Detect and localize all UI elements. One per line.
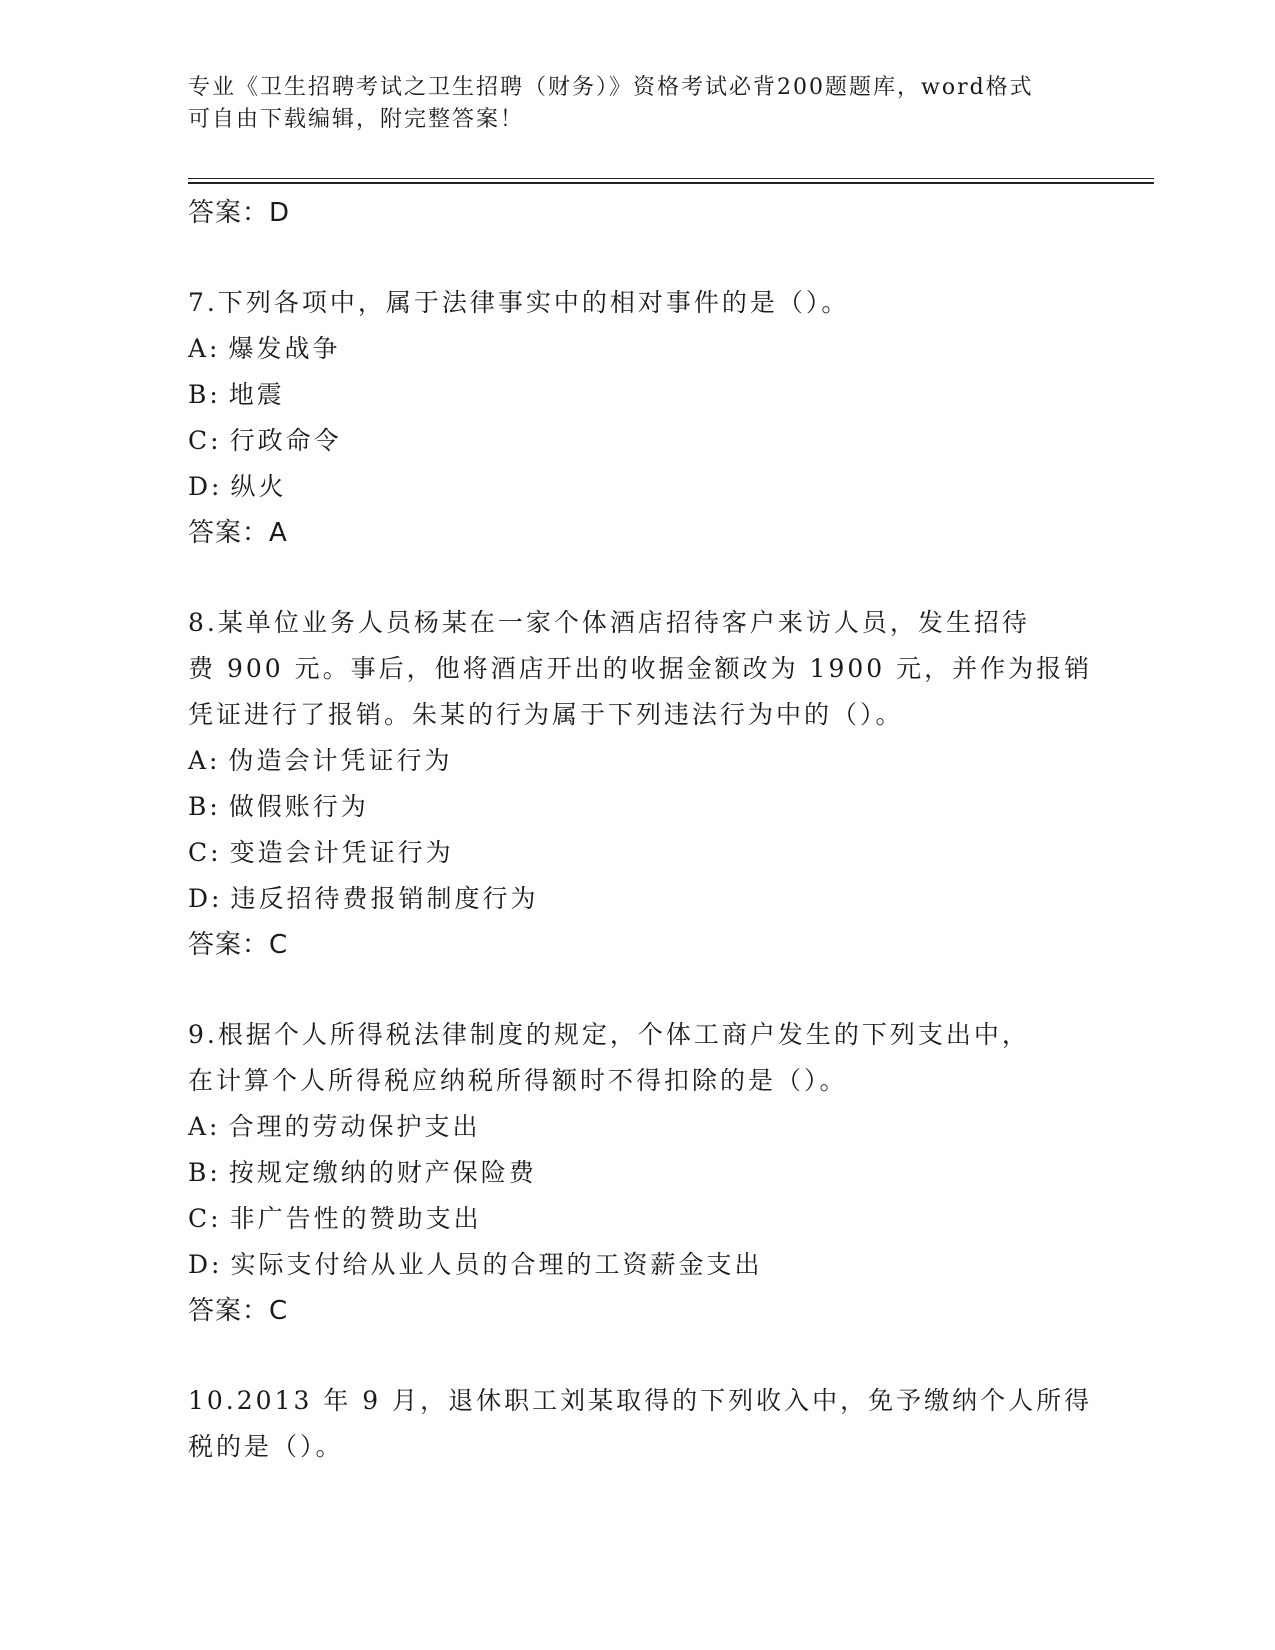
- question-stem-line: 9.根据个人所得税法律制度的规定，个体工商户发生的下列支出中，: [188, 1020, 1030, 1049]
- option-b: [188, 1150, 1088, 1196]
- option-letter: C:: [188, 838, 222, 867]
- option-letter: B:: [188, 1158, 221, 1187]
- option-letter: D:: [188, 472, 223, 501]
- question-stem-line: 费 900 元。事后，他将酒店开出的收据金额改为 1900 元，并作为报销: [188, 654, 1093, 683]
- question-stem-line: 凭证进行了报销。朱某的行为属于下列违法行为中的（）。: [188, 700, 904, 729]
- answer-line: 答案：C: [188, 930, 289, 960]
- option-text: 按规定缴纳的财产保险费: [228, 1158, 537, 1187]
- option-c: [188, 1196, 1088, 1242]
- option-letter: D:: [188, 884, 223, 913]
- page-header: [188, 72, 1088, 136]
- option-text: 爆发战争: [228, 334, 341, 363]
- option-d: [188, 876, 1088, 922]
- option-text: 做假账行为: [228, 792, 369, 821]
- question-8: [188, 600, 1093, 968]
- previous-answer: 答案：D: [188, 198, 291, 228]
- question-7: [188, 280, 1088, 556]
- option-text: 行政命令: [229, 426, 342, 455]
- option-letter: A:: [188, 746, 221, 775]
- question-stem-line: 8.某单位业务人员杨某在一家个体酒店招待客户来访人员，发生招待: [188, 608, 1030, 637]
- option-b: [188, 784, 1088, 830]
- spacer: [188, 236, 1088, 280]
- option-letter: A:: [188, 1112, 221, 1141]
- option-letter: C:: [188, 1204, 222, 1233]
- spacer: [188, 968, 1088, 1012]
- header-divider-thick: [188, 182, 1154, 184]
- spacer: [188, 1334, 1088, 1378]
- header-line-2: 可自由下载编辑，附完整答案！: [188, 107, 525, 132]
- option-letter: D:: [188, 1250, 223, 1279]
- header-line-1: 专业《卫生招聘考试之卫生招聘（财务）》资格考试必背200题题库，word格式: [188, 75, 1034, 100]
- option-c: [188, 418, 1088, 464]
- question-stem-line: 税的是（）。: [188, 1432, 344, 1461]
- option-text: 违反招待费报销制度行为: [230, 884, 539, 913]
- option-a: [188, 1104, 1088, 1150]
- option-d: [188, 464, 1088, 510]
- header-divider-thin: [188, 178, 1154, 179]
- option-text: 变造会计凭证行为: [229, 838, 454, 867]
- question-9: [188, 1012, 1088, 1334]
- option-b: [188, 372, 1088, 418]
- answer-line: 答案：C: [188, 1296, 289, 1326]
- option-letter: B:: [188, 380, 221, 409]
- option-letter: B:: [188, 792, 221, 821]
- answer-line: 答案：A: [188, 518, 288, 548]
- spacer: [188, 556, 1088, 600]
- option-d: [188, 1242, 1088, 1288]
- question-stem-line: 在计算个人所得税应纳税所得额时不得扣除的是（）。: [188, 1066, 848, 1095]
- option-letter: C:: [188, 426, 222, 455]
- question-content: [188, 190, 1093, 1470]
- option-c: [188, 830, 1088, 876]
- option-letter: A:: [188, 334, 221, 363]
- question-stem-line: 7.下列各项中，属于法律事实中的相对事件的是（）。: [188, 288, 850, 317]
- option-text: 纵火: [230, 472, 287, 501]
- option-text: 非广告性的赞助支出: [229, 1204, 482, 1233]
- option-text: 地震: [228, 380, 285, 409]
- option-a: [188, 738, 1088, 784]
- option-text: 伪造会计凭证行为: [228, 746, 453, 775]
- option-text: 合理的劳动保护支出: [228, 1112, 481, 1141]
- option-a: [188, 326, 1088, 372]
- option-text: 实际支付给从业人员的合理的工资薪金支出: [230, 1250, 763, 1279]
- question-stem-line: 10.2013 年 9 月，退休职工刘某取得的下列收入中，免予缴纳个人所得: [188, 1386, 1093, 1415]
- question-10: [188, 1378, 1093, 1470]
